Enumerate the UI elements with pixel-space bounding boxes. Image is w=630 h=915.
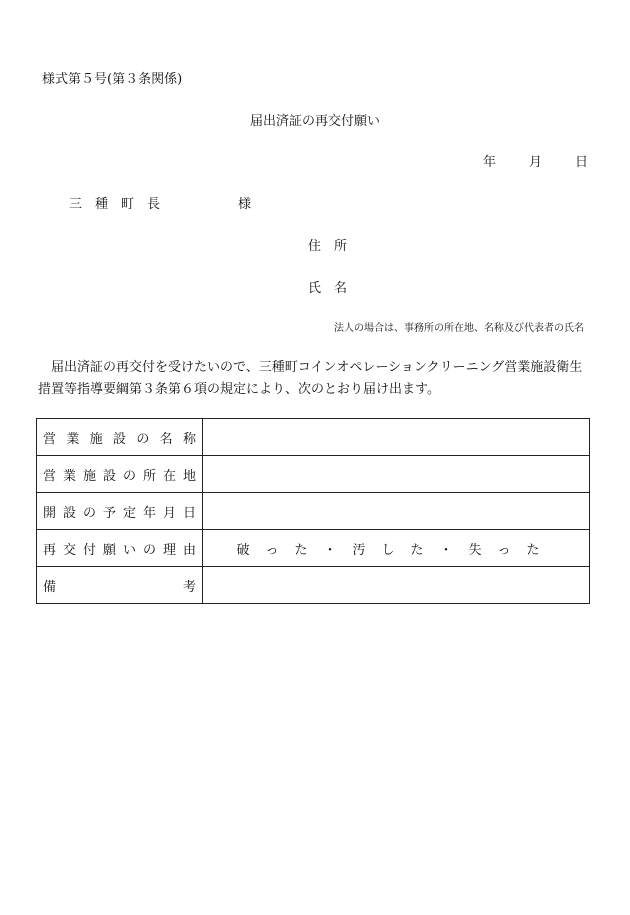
body-text: 届出済証の再交付を受けたいので、三種町コインオペレーションクリーニング営業施設衛生措置等指導要綱第３条第６項の規定により、次のとおり届け出ます。 [38, 360, 583, 397]
table-row [37, 456, 590, 493]
reissue-reason-label: 再交付願いの理由 [37, 530, 203, 567]
table-row [37, 493, 590, 530]
table-row [37, 567, 590, 604]
opening-date-field[interactable] [203, 493, 590, 530]
document-title: 届出済証の再交付願い [249, 114, 380, 129]
reissue-reason-field[interactable]: 破った・汚した・失った [203, 530, 590, 567]
facility-address-field[interactable] [203, 456, 590, 493]
table-row [37, 530, 590, 567]
facility-address-label: 営業施設の所在地 [37, 456, 203, 493]
date-month-label: 月 [529, 155, 543, 170]
remarks-field[interactable] [203, 567, 590, 604]
corporation-note: 法人の場合は、事務所の所在地、名称及び代表者の氏名 [334, 323, 584, 334]
opening-date-label: 開設の予定年月日 [37, 493, 203, 530]
address-label: 住 所 [308, 239, 348, 254]
remarks-label: 備 考 [37, 567, 203, 604]
addressee: 三 種 町 長 様 [69, 197, 252, 212]
form-table [36, 418, 590, 604]
date-year-label: 年 [483, 155, 497, 170]
facility-name-field[interactable] [203, 419, 590, 456]
facility-name-label: 営業施設の名称 [37, 419, 203, 456]
name-label: 氏 名 [308, 281, 348, 296]
table-row [37, 419, 590, 456]
form-number: 様式第５号(第３条関係) [42, 72, 183, 87]
date-day-label: 日 [575, 155, 589, 170]
date-line [483, 151, 588, 170]
